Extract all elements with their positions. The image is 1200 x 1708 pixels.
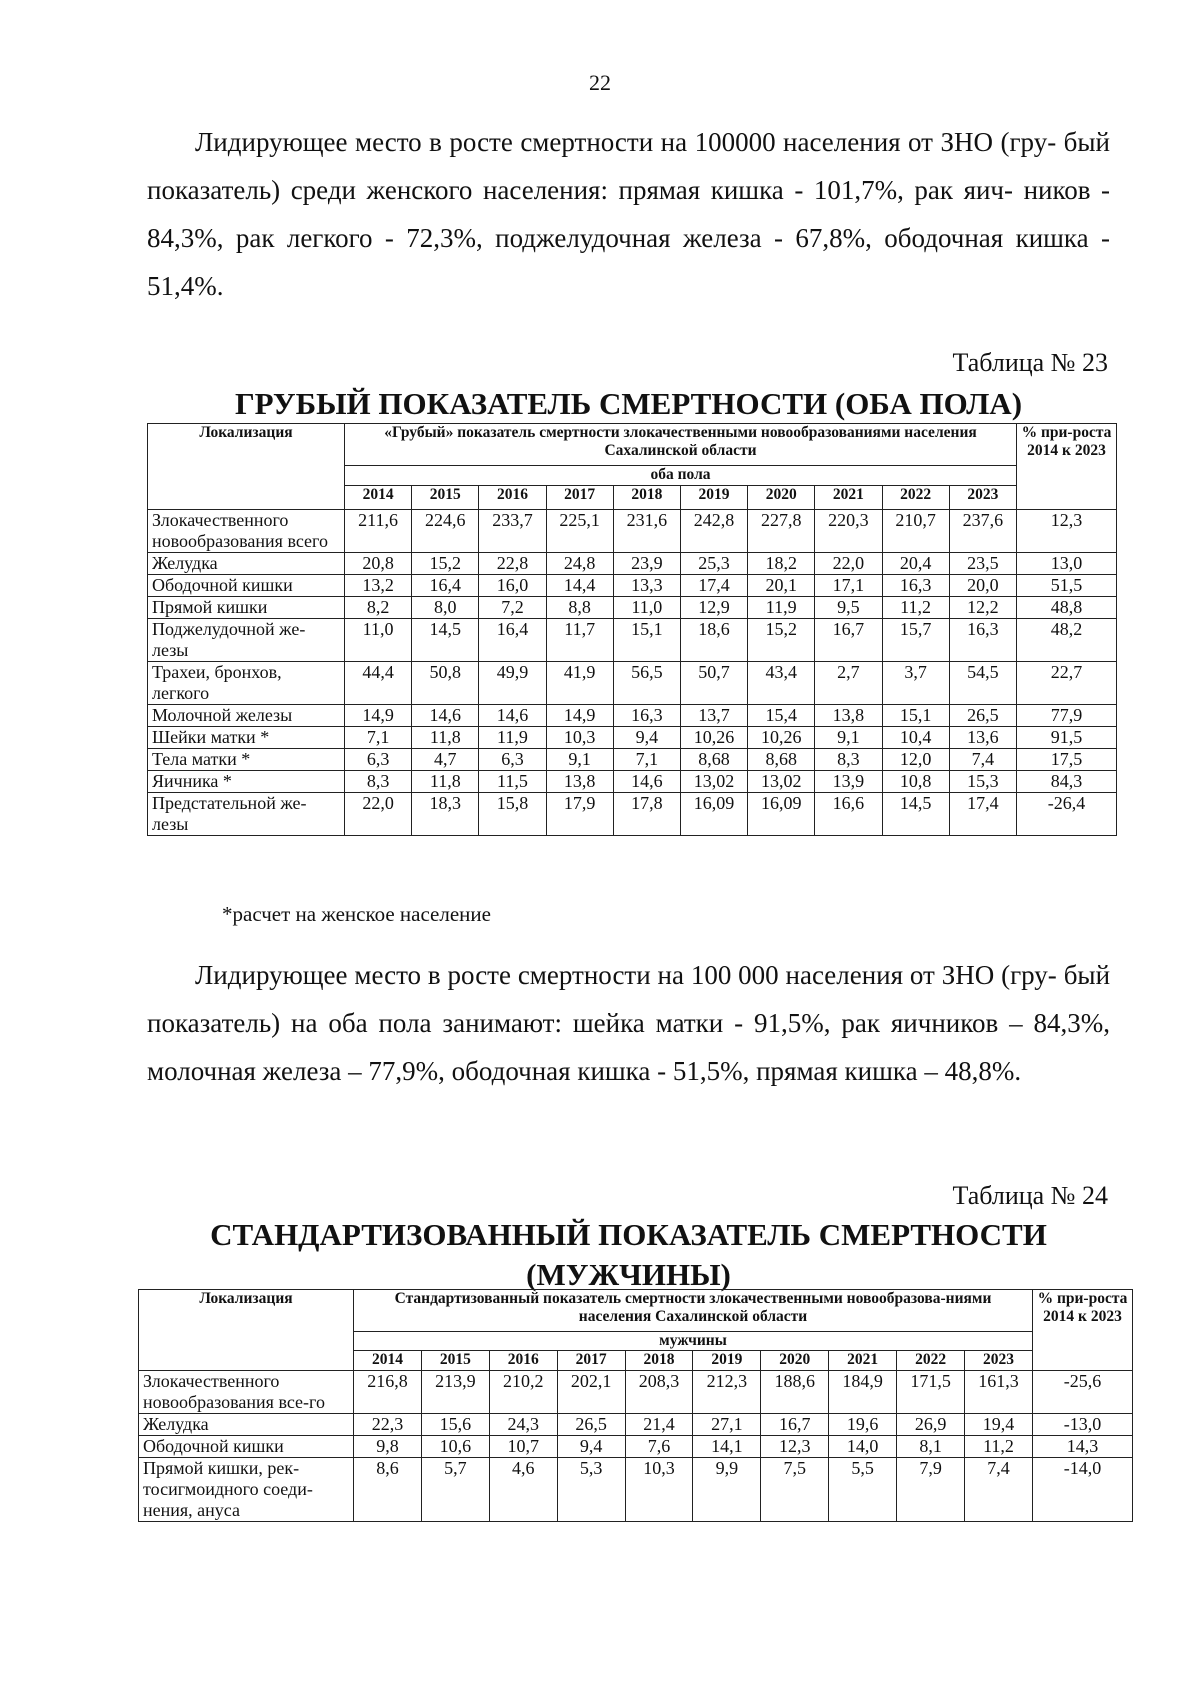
row-value: 21,4 [625, 1414, 693, 1436]
header-location: Локализация [139, 1290, 354, 1351]
table-23-body [148, 510, 1117, 836]
row-location: Трахеи, бронхов, легкого [148, 662, 345, 705]
row-value: 22,8 [479, 553, 546, 575]
header-sub: оба пола [345, 466, 1017, 486]
row-growth: 77,9 [1017, 705, 1117, 727]
table-row [148, 705, 1117, 727]
table-row [148, 793, 1117, 836]
row-value: 15,2 [412, 553, 479, 575]
row-value: 10,3 [625, 1458, 693, 1522]
row-value: 15,1 [613, 619, 680, 662]
row-value: 10,7 [489, 1436, 557, 1458]
row-value: 20,4 [882, 553, 949, 575]
row-value: 43,4 [748, 662, 815, 705]
row-value: 26,5 [557, 1414, 625, 1436]
row-value: 24,8 [546, 553, 613, 575]
row-value: 13,8 [546, 771, 613, 793]
row-value: 16,3 [613, 705, 680, 727]
row-value: 14,9 [546, 705, 613, 727]
table-24-title-line: (МУЖЧИНЫ) [526, 1257, 731, 1292]
year-header: 2014 [345, 486, 412, 510]
year-header: 2016 [479, 486, 546, 510]
row-value: 11,0 [613, 597, 680, 619]
row-value: 17,9 [546, 793, 613, 836]
row-value: 24,3 [489, 1414, 557, 1436]
row-value: 11,0 [345, 619, 412, 662]
row-value: 210,2 [489, 1371, 557, 1414]
row-value: 12,0 [882, 749, 949, 771]
row-value: 22,0 [345, 793, 412, 836]
row-growth: 17,5 [1017, 749, 1117, 771]
row-location: Ободочной кишки [148, 575, 345, 597]
row-value: 227,8 [748, 510, 815, 553]
row-value: 13,8 [815, 705, 882, 727]
row-growth: 84,3 [1017, 771, 1117, 793]
row-value: 8,6 [354, 1458, 422, 1522]
row-value: 8,68 [748, 749, 815, 771]
paragraph-line: Лидирующее место в росте смертности на 100 000 населения от ЗНО (гру- [195, 960, 1057, 990]
row-value: 9,4 [557, 1436, 625, 1458]
row-value: 14,4 [546, 575, 613, 597]
year-header: 2018 [625, 1351, 693, 1371]
row-value: 44,4 [345, 662, 412, 705]
table-row [148, 771, 1117, 793]
row-value: 11,2 [965, 1436, 1033, 1458]
row-value: 10,26 [680, 727, 747, 749]
table-row [148, 749, 1117, 771]
year-header: 2019 [680, 486, 747, 510]
header-main: «Грубый» показатель смертности злокачественными новообразованиями населения Сахалинской области [345, 424, 1017, 466]
paragraph-both-sexes-growth [147, 951, 1110, 1095]
table-row [148, 575, 1117, 597]
row-value: 4,7 [412, 749, 479, 771]
row-value: 14,6 [613, 771, 680, 793]
table-row [148, 662, 1117, 705]
row-value: 15,1 [882, 705, 949, 727]
table-row [139, 1371, 1133, 1414]
paragraph-line: Лидирующее место в росте смертности на 100000 населения от ЗНО (гру- [195, 127, 1057, 157]
row-value: 18,6 [680, 619, 747, 662]
row-location: Ободочной кишки [139, 1436, 354, 1458]
row-growth: -26,4 [1017, 793, 1117, 836]
row-value: 22,3 [354, 1414, 422, 1436]
row-value: 56,5 [613, 662, 680, 705]
table-24-title-line: СТАНДАРТИЗОВАННЫЙ ПОКАЗАТЕЛЬ СМЕРТНОСТИ [210, 1217, 1047, 1252]
row-value: 16,3 [882, 575, 949, 597]
row-value: 225,1 [546, 510, 613, 553]
row-value: 211,6 [345, 510, 412, 553]
row-value: 237,6 [949, 510, 1016, 553]
row-value: 20,8 [345, 553, 412, 575]
row-value: 184,9 [829, 1371, 897, 1414]
row-value: 17,4 [680, 575, 747, 597]
row-growth: 12,3 [1017, 510, 1117, 553]
row-value: 9,1 [546, 749, 613, 771]
row-value: 212,3 [693, 1371, 761, 1414]
paragraph-line: 48,8%. [944, 1056, 1022, 1086]
year-header: 2017 [546, 486, 613, 510]
row-location: Желудка [148, 553, 345, 575]
year-header: 2019 [693, 1351, 761, 1371]
row-value: 12,3 [761, 1436, 829, 1458]
table-row [148, 597, 1117, 619]
row-value: 11,5 [479, 771, 546, 793]
row-value: 25,3 [680, 553, 747, 575]
paragraph-line: ников - 84,3%, рак легкого - 72,3%, поджелудочная железа - 67,8%, ободочная [147, 175, 1111, 253]
row-value: 7,6 [625, 1436, 693, 1458]
row-value: 11,8 [412, 771, 479, 793]
row-value: 11,9 [479, 727, 546, 749]
row-value: 14,9 [345, 705, 412, 727]
row-value: 14,0 [829, 1436, 897, 1458]
row-growth: -13,0 [1033, 1414, 1133, 1436]
row-location: Тела матки * [148, 749, 345, 771]
year-header: 2017 [557, 1351, 625, 1371]
row-location: Прямой кишки, рек-тосигмоидного соеди-нения, ануса [139, 1458, 354, 1522]
row-value: 220,3 [815, 510, 882, 553]
row-location: Прямой кишки [148, 597, 345, 619]
row-value: 11,2 [882, 597, 949, 619]
row-value: 5,3 [557, 1458, 625, 1522]
row-growth: -25,6 [1033, 1371, 1133, 1414]
row-value: 11,7 [546, 619, 613, 662]
row-value: 161,3 [965, 1371, 1033, 1414]
paragraph-line: кишка - 51,4%. [147, 223, 1110, 301]
row-value: 18,2 [748, 553, 815, 575]
row-value: 6,3 [345, 749, 412, 771]
row-value: 5,7 [421, 1458, 489, 1522]
header-growth: % при-роста 2014 к 2023 [1033, 1290, 1133, 1371]
table-row [148, 553, 1117, 575]
row-value: 13,6 [949, 727, 1016, 749]
row-value: 13,3 [613, 575, 680, 597]
table-23-number: Таблица № 23 [952, 348, 1108, 377]
row-value: 14,5 [412, 619, 479, 662]
row-location: Поджелудочной же-лезы [148, 619, 345, 662]
row-value: 11,9 [748, 597, 815, 619]
row-value: 20,0 [949, 575, 1016, 597]
paragraph-line: бый показатель) на оба пола занимают: шейка матки - 91,5%, рак яичников – [147, 960, 1111, 1038]
row-value: 19,4 [965, 1414, 1033, 1436]
row-value: 208,3 [625, 1371, 693, 1414]
year-header: 2022 [882, 486, 949, 510]
year-header: 2020 [761, 1351, 829, 1371]
year-header: 2021 [829, 1351, 897, 1371]
row-growth: 48,8 [1017, 597, 1117, 619]
row-value: 171,5 [897, 1371, 965, 1414]
row-location: Яичника * [148, 771, 345, 793]
row-value: 11,8 [412, 727, 479, 749]
table-24 [138, 1289, 1133, 1522]
row-value: 14,6 [412, 705, 479, 727]
year-header: 2015 [421, 1351, 489, 1371]
row-value: 14,5 [882, 793, 949, 836]
header-location: Локализация [148, 424, 345, 486]
row-value: 7,4 [965, 1458, 1033, 1522]
row-value: 5,5 [829, 1458, 897, 1522]
paragraph-line: 84,3%, молочная железа – 77,9%, ободочная кишка - 51,5%, прямая кишка – [147, 1008, 1110, 1086]
table-row [148, 727, 1117, 749]
row-value: 16,0 [479, 575, 546, 597]
year-header: 2015 [412, 486, 479, 510]
row-growth: -14,0 [1033, 1458, 1133, 1522]
row-value: 26,9 [897, 1414, 965, 1436]
row-value: 15,3 [949, 771, 1016, 793]
table-row [139, 1414, 1133, 1436]
header-main: Стандартизованный показатель смертности злокачественными новообразова-ниями населения Сахалинской области [354, 1290, 1033, 1332]
row-value: 10,4 [882, 727, 949, 749]
row-location: Злокачественного новообразования все-го [139, 1371, 354, 1414]
row-value: 16,4 [412, 575, 479, 597]
row-value: 10,3 [546, 727, 613, 749]
row-location: Шейки матки * [148, 727, 345, 749]
row-value: 16,7 [761, 1414, 829, 1436]
row-value: 16,6 [815, 793, 882, 836]
table-23 [147, 423, 1117, 836]
row-value: 15,2 [748, 619, 815, 662]
row-value: 14,6 [479, 705, 546, 727]
row-value: 15,6 [421, 1414, 489, 1436]
row-value: 12,9 [680, 597, 747, 619]
row-value: 8,68 [680, 749, 747, 771]
year-header: 2016 [489, 1351, 557, 1371]
row-value: 3,7 [882, 662, 949, 705]
row-value: 50,7 [680, 662, 747, 705]
row-growth: 91,5 [1017, 727, 1117, 749]
row-value: 19,6 [829, 1414, 897, 1436]
row-value: 7,1 [613, 749, 680, 771]
year-header: 2023 [949, 486, 1016, 510]
row-value: 8,3 [345, 771, 412, 793]
row-growth: 14,3 [1033, 1436, 1133, 1458]
row-value: 12,2 [949, 597, 1016, 619]
row-value: 233,7 [479, 510, 546, 553]
row-location: Предстательной же-лезы [148, 793, 345, 836]
row-value: 8,3 [815, 749, 882, 771]
row-value: 7,2 [479, 597, 546, 619]
row-value: 16,3 [949, 619, 1016, 662]
row-value: 13,02 [748, 771, 815, 793]
row-growth: 22,7 [1017, 662, 1117, 705]
row-value: 15,4 [748, 705, 815, 727]
row-value: 242,8 [680, 510, 747, 553]
row-value: 8,0 [412, 597, 479, 619]
table-23-title: ГРУБЫЙ ПОКАЗАТЕЛЬ СМЕРТНОСТИ (ОБА ПОЛА) [234, 386, 1023, 421]
row-value: 8,2 [345, 597, 412, 619]
row-value: 2,7 [815, 662, 882, 705]
row-value: 9,9 [693, 1458, 761, 1522]
row-value: 202,1 [557, 1371, 625, 1414]
row-location: Злокачественного новообразования всего [148, 510, 345, 553]
year-header: 2023 [965, 1351, 1033, 1371]
row-value: 14,1 [693, 1436, 761, 1458]
table-row [148, 619, 1117, 662]
row-growth: 48,2 [1017, 619, 1117, 662]
row-value: 224,6 [412, 510, 479, 553]
row-location: Молочной железы [148, 705, 345, 727]
row-value: 188,6 [761, 1371, 829, 1414]
row-value: 9,5 [815, 597, 882, 619]
row-value: 23,5 [949, 553, 1016, 575]
row-value: 22,0 [815, 553, 882, 575]
row-value: 7,5 [761, 1458, 829, 1522]
row-value: 17,8 [613, 793, 680, 836]
row-value: 13,2 [345, 575, 412, 597]
year-header: 2020 [748, 486, 815, 510]
row-value: 4,6 [489, 1458, 557, 1522]
table-row [139, 1436, 1133, 1458]
row-value: 16,09 [748, 793, 815, 836]
row-value: 13,02 [680, 771, 747, 793]
table-23-footnote: *расчет на женское население [222, 902, 491, 926]
year-header: 2022 [897, 1351, 965, 1371]
row-growth: 51,5 [1017, 575, 1117, 597]
table-24-number: Таблица № 24 [952, 1181, 1108, 1210]
row-value: 50,8 [412, 662, 479, 705]
row-value: 9,1 [815, 727, 882, 749]
row-value: 13,7 [680, 705, 747, 727]
page-number: 22 [589, 70, 611, 95]
row-value: 16,4 [479, 619, 546, 662]
header-empty [148, 486, 345, 510]
year-header: 2021 [815, 486, 882, 510]
row-value: 10,6 [421, 1436, 489, 1458]
row-value: 7,1 [345, 727, 412, 749]
header-sub: мужчины [354, 1332, 1033, 1351]
row-location: Желудка [139, 1414, 354, 1436]
row-value: 27,1 [693, 1414, 761, 1436]
row-value: 9,4 [613, 727, 680, 749]
row-value: 216,8 [354, 1371, 422, 1414]
row-value: 10,8 [882, 771, 949, 793]
header-growth: % при-роста 2014 к 2023 [1017, 424, 1117, 510]
table-24-title [147, 1215, 1110, 1295]
year-header: 2018 [613, 486, 680, 510]
row-value: 16,7 [815, 619, 882, 662]
row-value: 17,1 [815, 575, 882, 597]
row-value: 26,5 [949, 705, 1016, 727]
row-value: 231,6 [613, 510, 680, 553]
row-value: 15,7 [882, 619, 949, 662]
row-value: 213,9 [421, 1371, 489, 1414]
row-value: 49,9 [479, 662, 546, 705]
row-value: 10,26 [748, 727, 815, 749]
row-growth: 13,0 [1017, 553, 1117, 575]
row-value: 54,5 [949, 662, 1016, 705]
table-row [148, 510, 1117, 553]
row-value: 17,4 [949, 793, 1016, 836]
paragraph-female-growth [147, 118, 1110, 310]
row-value: 8,8 [546, 597, 613, 619]
row-value: 20,1 [748, 575, 815, 597]
row-value: 8,1 [897, 1436, 965, 1458]
row-value: 6,3 [479, 749, 546, 771]
header-empty [139, 1351, 354, 1371]
row-value: 7,4 [949, 749, 1016, 771]
row-value: 13,9 [815, 771, 882, 793]
row-value: 23,9 [613, 553, 680, 575]
row-value: 16,09 [680, 793, 747, 836]
row-value: 15,8 [479, 793, 546, 836]
table-row [139, 1458, 1133, 1522]
row-value: 9,8 [354, 1436, 422, 1458]
row-value: 18,3 [412, 793, 479, 836]
row-value: 210,7 [882, 510, 949, 553]
row-value: 41,9 [546, 662, 613, 705]
paragraph-line: бый показатель) среди женского населения: прямая кишка - 101,7%, рак яич- [147, 127, 1110, 205]
year-header: 2014 [354, 1351, 422, 1371]
table-24-body [139, 1371, 1133, 1522]
row-value: 7,9 [897, 1458, 965, 1522]
